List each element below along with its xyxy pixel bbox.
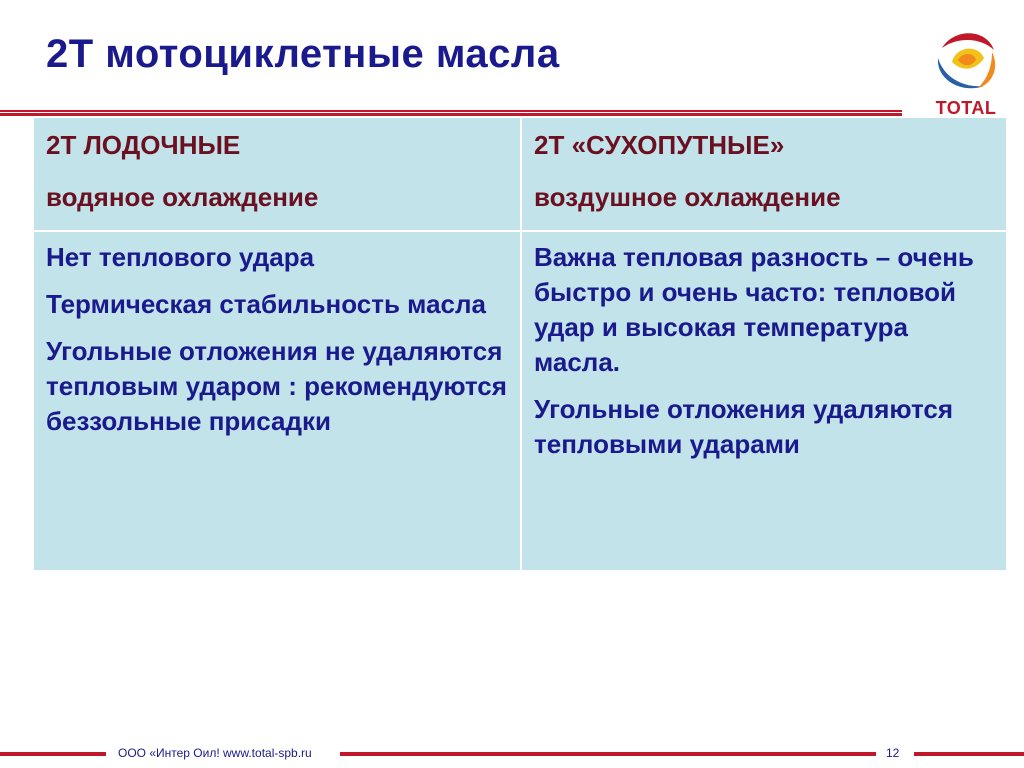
table-body-left [34, 232, 520, 570]
header-left-title: 2T ЛОДОЧНЫЕ [46, 130, 241, 160]
table-header-right [522, 118, 1006, 230]
table-column-divider [520, 118, 522, 570]
table-body-right [522, 232, 1006, 570]
table-header-left [34, 118, 520, 230]
page-number: 12 [886, 746, 900, 760]
total-logo [922, 22, 1010, 122]
slide-title: 2T мотоциклетные масла [46, 32, 560, 76]
body-right-paragraph: Важна тепловая разность – очень быстро и очень часто: тепловой удар и высокая температура масла. [534, 242, 974, 377]
title-rule-thick-line [0, 113, 902, 116]
body-left-paragraph: Угольные отложения не удаляются тепловым ударом : рекомендуются беззольные присадки [46, 336, 507, 436]
footer-rule-right [914, 752, 1024, 756]
body-left-paragraph: Нет теплового удара [46, 242, 315, 272]
table-row-divider [34, 230, 1006, 232]
header-right-subtitle: воздушное охлаждение [534, 182, 841, 212]
header-left-subtitle: водяное охлаждение [46, 182, 319, 212]
total-logo-text: TOTAL [935, 98, 997, 118]
footer-rule-middle [340, 752, 876, 756]
title-rule [0, 110, 902, 116]
title-rule-thin-line [0, 110, 902, 112]
body-left-paragraph: Термическая стабильность масла [46, 289, 486, 319]
footer-text: ООО «Интер Оил! www.total-spb.ru [118, 746, 312, 760]
header-right-title: 2T «СУХОПУТНЫЕ» [534, 130, 785, 160]
body-right-paragraph: Угольные отложения удаляются тепловыми ударами [534, 394, 954, 459]
total-logo-icon [922, 22, 1010, 98]
comparison-table [34, 118, 1006, 570]
footer-rule-left [0, 752, 106, 756]
